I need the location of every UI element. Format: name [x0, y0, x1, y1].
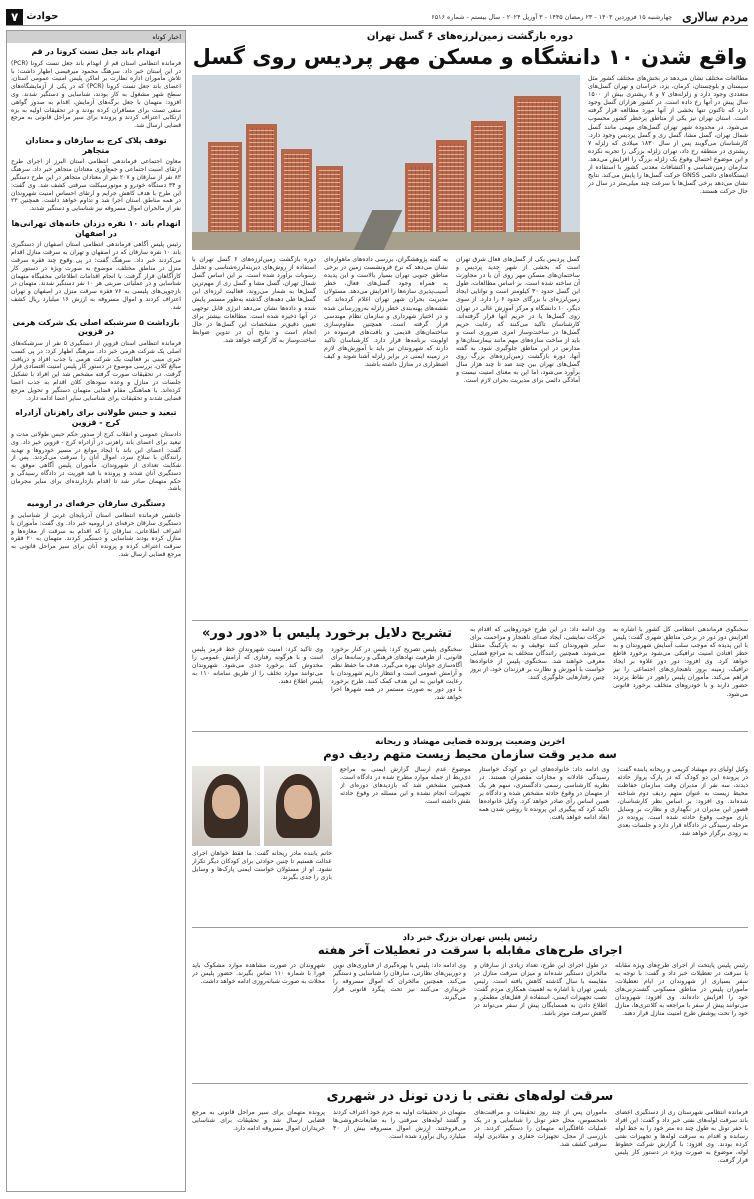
brief-item	[7, 43, 185, 132]
police-column: سخنگوی پلیس تصریح کرد: پلیس در کنار برخورد قانونی، از ظرفیت نهادهای فرهنگی و رسانه‌ها برای آگاه‌سازی جوانان بهره می‌گیرد. هدف ما حفظ نظم و آرامش عمومی است و انتظار داریم شهروندان با رعایت قوانین به این هدف کمک کنند. طرح برخورد با دور دور به صورت مستمر در همه شهرها اجرا خواهد شد.	[331, 645, 462, 701]
pipe-theft-headline: سرقت لوله‌های نفتی با زدن تونل در شهرری	[326, 1089, 614, 1104]
lead-story	[192, 30, 748, 615]
page-number: ۷	[6, 9, 23, 25]
police-headline: تشریح دلایل برخورد پلیس با «دور دور»	[202, 626, 452, 641]
theft-plan-story	[192, 933, 748, 1078]
theft-plan-column: شهروندان در صورت مشاهده موارد مشکوک باید فوراً با شماره ۱۱۰ تماس بگیرند. حضور پلیس در محلات به صورت شبانه‌روزی ادامه خواهد داشت.	[192, 961, 325, 986]
theft-plan-column: وی ادامه داد: پلیس با بهره‌گیری از فناوری‌های نوین و دوربین‌های نظارتی، سارقان را شناسایی و دستگیر می‌کند. همچنین مالخران که اموال مسروقه را خریداری می‌کنند نیز تحت پیگرد قانونی قرار می‌گیرند.	[333, 961, 466, 1002]
news-briefs-sidebar	[6, 30, 186, 1192]
pipe-theft-column: متهمان در تحقیقات اولیه به جرم خود اعتراف کردند و گفتند لوله‌های سرقتی را به ضایعات‌فروشی‌ها می‌فروختند. ارزش اموال مسروقه بیش از ۴۰ میلیارد ریال برآورد شده است.	[333, 1108, 466, 1140]
lead-kicker: دوره بازگشت زمین‌لرزه‌های ۶ گسل تهران	[366, 31, 574, 42]
brief-item	[7, 132, 185, 215]
lead-photo-housing-towers	[192, 75, 580, 250]
environment-story	[192, 737, 748, 922]
pipe-theft-column: پرونده متهمان برای سیر مراحل قانونی به مرجع قضایی ارسال شد و تحقیقات برای شناسایی خریداران اموال مسروقه ادامه دارد.	[192, 1108, 325, 1132]
brief-body: فرمانده انتظامی استان قم از انهدام باند جعل تست کرونا (PCR) در این استان خبر داد. سرهنگ محمود میرفیضی اظهار داشت: با تلاش مأموران اداره نظارت بر اماکن پلیس امنیت عمومی استان، اعضای باند جعل تست کرونا (PCR) که در یکی از آزمایشگاه‌های سطح شهر مشغول به کار بودند، شناسایی و دستگیر شدند. وی افزود: متهمان با جعل برگه‌های آزمایش، اقدام به صدور گواهی منفی تست برای مسافران کرده بودند و در تحقیقات اولیه به بزه ارتکابی اعتراف کردند و پرونده برای سیر مراحل قانونی به مرجع قضایی ارسال شد.	[11, 59, 181, 130]
divider	[192, 927, 748, 928]
pipe-theft-column: مأموران پس از چند روز تحقیقات و مراقبت‌های نامحسوس، محل حفر تونل را شناسایی و در یک عملیات غافلگیرانه متهمان را دستگیر کردند. در بازرسی از محل، تجهیزات حفاری و مقادیری لوله سرقتی کشف شد.	[474, 1108, 607, 1148]
lead-column: دوره بازگشت زمین‌لرزه‌های ۶ گسل تهران با استفاده از روش‌های دیرینه‌لرزه‌شناسی و تحلیل رسوبات برآورد شده است. بر این اساس گسل شمال تهران، گسل مشا و گسل ری از مهم‌ترین گسل‌ها به شمار می‌روند. فعالیت لرزه‌ای این گسل‌ها طی دهه‌های گذشته به‌طور مستمر پایش شده و داده‌ها نشان می‌دهد انرژی قابل توجهی در آنها ذخیره شده است. مطالعات بیشتر برای تعیین دقیق‌تر مشخصات این گسل‌ها در حال انجام است و نتایج آن در تدوین ضوابط ساخت‌وساز به کار گرفته خواهد شد.	[192, 256, 316, 344]
environment-column: وی ادامه داد: خانواده‌های این دو کودک خواستار رسیدگی عادلانه و مجازات مقصران هستند. در نظریه کارشناسی رسمی دادگستری، سهم هر یک از متهمان در وقوع حادثه مشخص شده و دادگاه بر همین اساس رأی صادر خواهد کرد. وکیل خانواده‌ها تاکید کرد که پیگیری این پرونده تا روشن شدن همه ابعاد ادامه خواهد یافت.	[478, 765, 610, 822]
environment-headline: سه مدیر وقت سازمان محیط زیست متهم ردیف دوم	[323, 747, 617, 762]
environment-column: خانم یابنده مادر ریحانه گفت: ما فقط خواهان اجرای عدالت هستیم تا چنین حوادثی برای کودکان دیگر تکرار نشود. او از مسئولان خواست ایمنی پارک‌ها و وسایل بازی را جدی بگیرند.	[192, 849, 332, 882]
pipe-theft-column: فرمانده انتظامی شهرستان ری از دستگیری اعضای باند سرقت لوله‌های نفتی خبر داد و گفت: این افراد با حفر تونل به طول چند ده متر خود را به خط لوله رسانده و اقدام به سرقت لوله‌ها و تجهیزات نفتی کرده بودند. وی افزود: با گزارش شرکت خطوط لوله، موضوع به صورت ویژه در دستور کار پلیس قرار گرفت.	[615, 1108, 748, 1164]
lead-column: به گفته پژوهشگران، بررسی داده‌های ماهواره‌ای نشان می‌دهد که نرخ فرونشست زمین در برخی مناطق جنوبی تهران بسیار بالاست و این پدیده به همراه وجود گسل‌های فعال، خطر آسیب‌پذیری سازه‌ها را افزایش می‌دهد. مسئولان مدیریت بحران شهر تهران اعلام کرده‌اند که نقشه‌های پهنه‌بندی خطر زلزله به‌روزرسانی شده و در اختیار شهرداری و سازمان نظام مهندسی قرار گرفته است. همچنین مقاوم‌سازی ساختمان‌های قدیمی و بافت‌های فرسوده در اولویت برنامه‌ها قرار دارد. کارشناسان تاکید دارند که شهروندان نیز باید با آموزش‌های لازم در زمینه ایمنی در برابر زلزله آشنا شوند و کیف اضطراری در منازل داشته باشند.	[324, 256, 448, 368]
brief-title: دستگیری سارقان حرفه‌ای در ارومیه	[26, 499, 166, 509]
brief-body: دادستان عمومی و انقلاب کرج از صدور حکم حبس طولانی مدت و تبعید برای اعضای باند راهزنی در آزادراه کرج - قزوین خبر داد. وی گفت: اعضای این باند با ایجاد موانع در مسیر خودروها و تهدید رانندگان با سلاح سرد، اموال آنان را سرقت می‌کردند. پس از شکایت تعدادی از شهروندان، مأموران پلیس آگاهی موفق به دستگیری آنان شدند و پرونده با قید فوریت در دادگاه رسیدگی و حکم متهمان صادر شد تا اقدام بازدارنده‌ای برای سایر مجرمان باشد.	[11, 430, 181, 493]
brief-title: توقف پلاک کرج به سارقان و معتادان متجاهر	[25, 135, 167, 155]
theft-plan-headline: اجرای طرح‌های مقابله با سرقت در تعطیلات آخر هفته	[317, 943, 623, 958]
brief-body: جانشین فرمانده انتظامی استان آذربایجان غربی از شناسایی و دستگیری سارقان حرفه‌ای در ارومیه خبر داد. وی گفت: مأموران با اشراف اطلاعاتی، سارقان را که اقدام به سرقت از مغازه‌ها و منازل کرده بودند شناسایی و دستگیر کردند. متهمان به ۲۰ فقره سرقت اعتراف کرده و پرونده آنان برای سیر مراحل قانونی به مرجع قضایی ارسال شد.	[11, 512, 181, 558]
dateline: چهارشنبه ۱۵ فروردین ۱۴۰۳ - ۲۳ رمضان ۱۴۴۵ - ۳ آوریل ۲۰۲۴ - سال بیستم - شماره ۶۵۱۶	[431, 12, 673, 21]
brief-title: تبعید و حبس طولانی برای راهزنان آزادراه کرج - قزوین	[15, 408, 177, 428]
brief-body: فرمانده انتظامی استان قزوین از دستگیری ۵ نفر از سرشبکه‌های اصلی یک شرکت هرمی خبر داد. سرهنگ اظهار کرد: در پی کسب خبری مبنی بر فعالیت یک شرکت هرمی با جذب افراد و دریافت مبالغ کلان، بررسی موضوع در دستور کار پلیس امنیت اقتصادی قرار گرفت. در تحقیقات صورت گرفته مشخص شد این افراد با تشکیل جلسات در منازل و وعده سودهای کلان اقدام به جذب اعضا کرده‌اند. با هماهنگی مقام قضایی متهمان دستگیر و تحویل مرجع قضایی شدند و تحقیقات برای شناسایی سایر اعضا ادامه دارد.	[11, 340, 181, 402]
portrait-photo	[192, 766, 260, 846]
brief-title: انهدام باند ۱۰ نفره دزدان خانه‌های تهرانی‌ها در اصفهان	[11, 218, 181, 238]
brief-item	[7, 404, 185, 495]
divider	[192, 731, 748, 732]
brief-body: معاون اجتماعی فرماندهی انتظامی استان البرز از اجرای طرح ارتقای امنیت اجتماعی و جمع‌آوری معتادان متجاهر خبر داد. سرهنگ ۸۳ نفر از سارقان و ۲۰۷ نفر از معتادان متجاهر در این طرح دستگیر و ۳۴ دستگاه خودرو و موتورسیکلت سرقتی کشف شد. وی گفت: این طرح با هدف کاهش جرایم و ارتقای احساس امنیت شهروندان در همه مناطق استان اجرا شد و تداوم خواهد داشت. همچنین ۲۳ نفر از مالخران اموال مسروقه نیز شناسایی و دستگیر شدند.	[11, 158, 182, 213]
lead-column: گسل پردیس یکی از گسل‌های فعال شرق تهران است که بخشی از شهر جدید پردیس و ساختمان‌های مسکن مهر روی آن یا در مجاورت آن ساخته شده است. بر اساس مطالعات، طول این گسل حدود ۳۰ کیلومتر است و توانایی ایجاد زمین‌لرزه‌ای با بزرگای حدود ۶ را دارد. از سوی دیگر، ۱۰ دانشگاه و مرکز آموزش عالی در تهران روی گسل‌ها یا در حریم آنها قرار گرفته‌اند. کارشناسان تاکید می‌کنند که رعایت حریم گسل‌ها در ساخت‌وساز امری ضروری است و باید از ساخت سازه‌های مهم مانند بیمارستان‌ها و مدارس در این مناطق جلوگیری شود. به گفته آنها، دوره بازگشت زمین‌لرزه‌های بزرگ روی گسل‌های تهران بین چند صد تا چند هزار سال برآورد می‌شود، اما این به معنای امنیت نیست و آمادگی دائمی برای مدیریت بحران لازم است.	[456, 256, 580, 385]
portrait-photo	[264, 766, 332, 846]
police-story	[192, 626, 748, 726]
brief-body: رئیس پلیس آگاهی فرماندهی انتظامی استان اصفهان از دستگیری باند ۱۰ نفره سارقان که در اصفهان و تهران به سرقت منازل اقدام می‌کردند خبر داد. سرهنگ گفت: در پی وقوع چند فقره سرقت منزل در مناطق مختلف، موضوع به صورت ویژه در دستور کار کارآگاهان قرار گرفت. با انجام اقدامات اطلاعاتی مخفیگاه متهمان شناسایی و در عملیاتی ضربتی هر ۱۰ نفر دستگیر شدند. متهمان در بازجویی‌های پلیسی به ۷۶ فقره سرقت منزل در اصفهان و تهران اعتراف کردند و اموال مسروقه به ارزش ۱۶ میلیارد ریال کشف شد.	[11, 241, 181, 311]
police-column: وی تاکید کرد: امنیت شهروندان خط قرمز پلیس است و با هرگونه رفتاری که آرامش عمومی را مخدوش کند برخورد جدی می‌شود. شهروندان می‌توانند موارد تخلف را از طریق سامانه ۱۱۰ به پلیس اطلاع دهند.	[192, 645, 323, 685]
theft-plan-kicker: رئیس پلیس تهران بزرگ خبر داد	[402, 933, 538, 943]
brief-item	[7, 215, 185, 314]
brief-title: انهدام باند جعل تست کرونا در قم	[31, 47, 161, 56]
page-header	[6, 8, 748, 26]
police-column: وی ادامه داد: در این طرح خودروهایی که اقدام به حرکات نمایشی، ایجاد صدای ناهنجار و مزاحمت برای سایر شهروندان کنند توقیف و به پارکینگ منتقل می‌شوند. همچنین رانندگان متخلف به مراجع قضایی معرفی خواهند شد. سخنگوی پلیس از خانواده‌ها خواست با آموزش و نظارت بر فرزندان خود، از بروز چنین رفتارهایی جلوگیری کنند.	[470, 626, 605, 682]
theft-plan-column: رئیس پلیس پایتخت از اجرای طرح‌های ویژه مقابله با سرقت در تعطیلات خبر داد و گفت: با توجه به سفر بسیاری از شهروندان در ایام تعطیلات، مأموران پلیس در مناطق مسکونی گشت‌زنی‌های خود را افزایش داده‌اند. وی افزود: شهروندان می‌توانند پیش از سفر با مراجعه به کلانتری‌ها، منازل خود را تحت پوشش طرح امنیت منازل قرار دهند.	[615, 961, 748, 1018]
environment-column: وکیل اولیای دم مهشاد کریمی و ریحانه یابنده گفت: در پرونده این دو کودک که در پارک پرواز حادثه دیدند، سه نفر از مدیران وقت سازمان حفاظت محیط زیست به عنوان متهم ردیف دوم شناخته شده‌اند. وی افزود: بر اساس نظر کارشناسان، قصور این مدیران در نگهداری و نظارت بر وسایل بازی موجب وقوع حادثه شده است. پرونده در مرحله رسیدگی در دادگاه قرار دارد و جلسات بعدی به زودی برگزار خواهد شد.	[617, 765, 748, 838]
newspaper-brand: مردم سالاری	[682, 9, 748, 24]
main-content	[192, 30, 748, 1192]
section-label	[6, 9, 58, 25]
theft-plan-column: در طول اجرای این طرح، تعداد زیادی از سارقان و مالخران دستگیر شده‌اند و میزان سرقت منازل در مقایسه با سال گذشته کاهش یافته است. رئیس پلیس تهران با اشاره به اهمیت همکاری مردم گفت: نصب تجهیزات ایمنی، استفاده از قفل‌های مطمئن و اطلاع دادن به همسایگان پیش از سفر می‌تواند در کاهش سرقت موثر باشد.	[474, 961, 607, 1018]
environment-column: موضوع عدم ارسال گزارش ایمنی به مراجع ذی‌ربط از جمله موارد مطرح شده در دادگاه است. همچنین مشخص شد که بازدیدهای دوره‌ای از تجهیزات انجام نشده و این مسئله در وقوع حادثه نقش داشته است.	[339, 765, 471, 806]
pipe-theft-story	[192, 1089, 748, 1192]
divider	[192, 620, 748, 621]
sidebar-tag: اخبار کوتاه	[7, 31, 185, 43]
brief-item	[7, 314, 185, 405]
brief-item	[7, 495, 185, 561]
environment-kicker: آخرین وضعیت پرونده قضایی مهشاد و ریحانه	[375, 737, 565, 747]
lead-column: مطالعات مختلف نشان می‌دهد در بخش‌های مختلف کشور مثل سیستان و بلوچستان، کرمان، یزد، خراسان و تهران گسل‌های متعددی وجود دارد و زلزله‌های ۷ و ۸ ریشتری بیش از ۱۵۰۰ سال پیش در آنها رخ داده است. در کشور هزاران گسل وجود دارد که تاکنون تنها بخشی از آنها مورد مطالعه قرار گرفته است. استان تهران نیز یکی از مناطق پرخطر کشور محسوب می‌شود. در محدوده شهر تهران گسل‌های مهمی مانند گسل شمال تهران، گسل مشا، گسل ری و گسل پردیس وجود دارد. کارشناسان می‌گویند پس از سال ۱۸۳۰ میلادی که زلزله ۷ ریشتری در منطقه رخ داد، تهران زلزله بزرگی را تجربه نکرده و این موضوع احتمال وقوع یک زلزله بزرگ را افزایش می‌دهد. سازمان زمین‌شناسی و اکتشافات معدنی کشور با استفاده از ایستگاه‌های دائمی GNSS حرکت گسل‌ها را پایش می‌کند. نتایج نشان می‌دهد برخی گسل‌ها با سرعت چند میلی‌متر در سال در حال حرکت هستند.	[588, 75, 748, 196]
lead-headline: واقع شدن ۱۰ دانشگاه و مسکن مهر پردیس روی گسل	[192, 45, 748, 69]
police-column: سخنگوی فرماندهی انتظامی کل کشور با اشاره به افزایش دور دور در برخی مناطق شهری گفت: پلیس با این پدیده که موجب سلب آسایش شهروندان و به خطر افتادن امنیت ترافیکی می‌شود برخورد قاطع خواهد کرد. وی افزود: دور دور علاوه بر ایجاد ترافیک، زمینه بروز ناهنجاری‌های اجتماعی را نیز فراهم می‌کند. مأموران پلیس راهور در نقاط پرتردد حضور دارند و با خودروهای متخلف برخورد قانونی می‌شود.	[613, 626, 748, 698]
brief-title: بازداشت ۵ سرشبکه اصلی یک شرکت هرمی در قزوین	[12, 317, 180, 337]
divider	[192, 1083, 748, 1084]
section-name: حوادث	[26, 11, 59, 22]
